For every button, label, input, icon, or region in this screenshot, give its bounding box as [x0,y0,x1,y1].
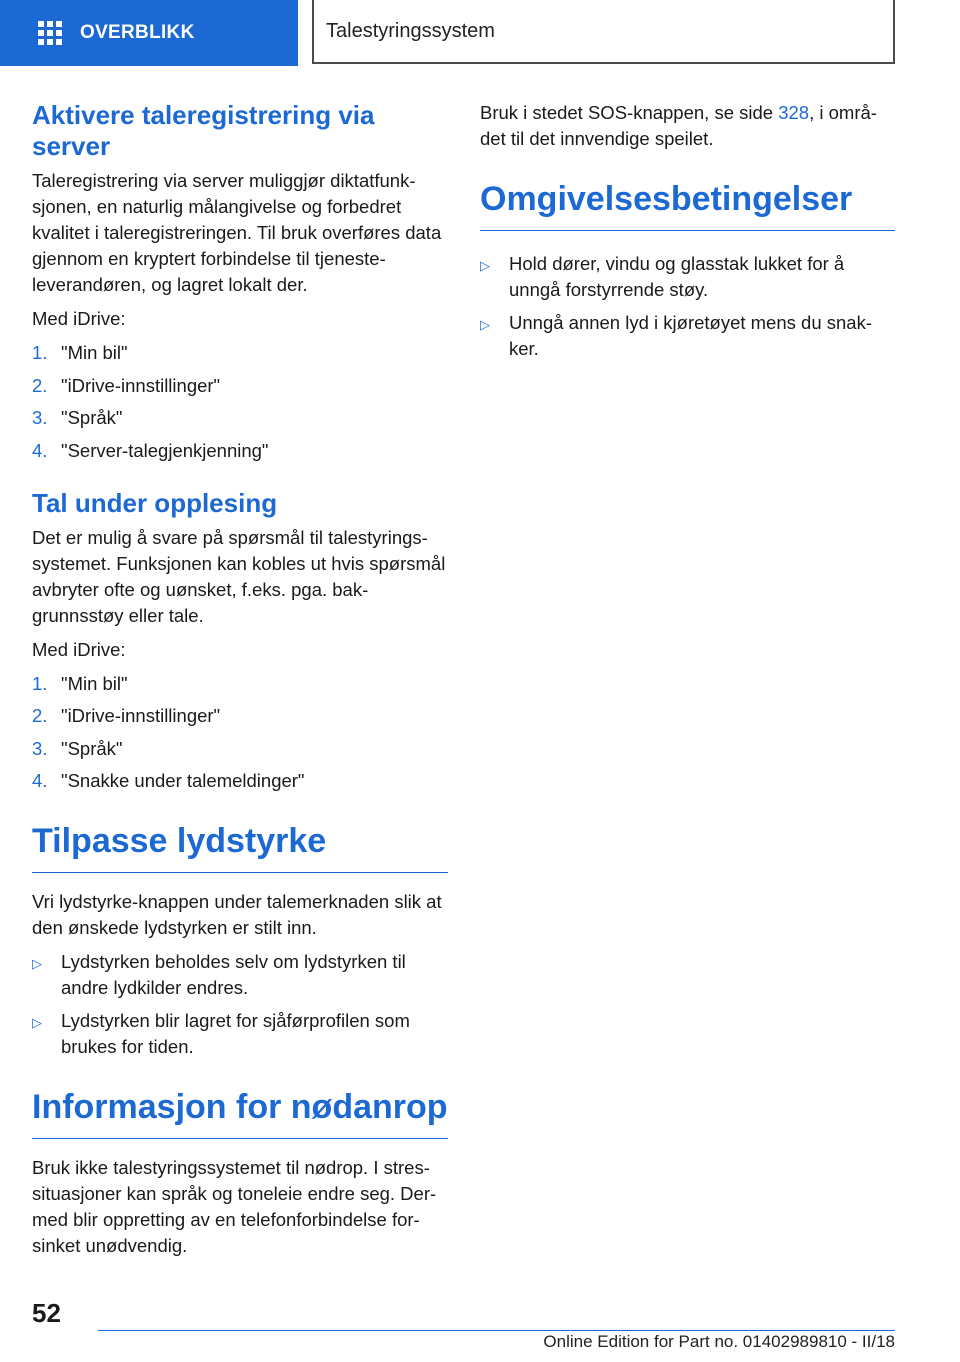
step-number: 3. [32,407,48,428]
list-item [32,949,448,1001]
step-number: 2. [32,705,48,726]
grid-icon [38,21,62,45]
list-item [32,703,448,729]
paragraph: Vri lydstyrke-knappen under talemerknaden slik at den ønskede lydstyrken er stilt inn. [32,891,442,938]
step-text: "Min bil" [61,672,128,694]
list-item [32,768,448,794]
section-title-server-registration: Aktivere taleregistrering via server [32,100,375,161]
paragraph: Taleregistrering via server muliggjør diktatfunksjonen, en naturlig målangivelse og forbedret kvalitet i taleregistreringen. Til bruk overføres data gjennom en kryptert forbindelse til tjenesteleverandøren, og lagret lokalt der. [32,170,442,295]
section-title-ambient-conditions: Omgivelsesbetingelser [480,178,895,231]
step-text: "Min bil" [61,342,128,363]
step-text: "iDrive-innstillinger" [61,374,221,396]
step-number: 2. [32,374,48,396]
step-text: "Språk" [61,407,123,428]
bullet-list [32,949,448,1060]
step-number: 1. [32,672,48,694]
list-item [32,438,448,464]
triangle-bullet-icon: ▷ [32,956,42,971]
paragraph-continued [480,100,895,152]
triangle-bullet-icon: ▷ [32,1015,42,1030]
list-item [32,373,448,399]
step-number: 4. [32,770,48,791]
list-item [480,310,895,362]
list-item [480,251,895,303]
triangle-bullet-icon: ▷ [480,258,490,273]
steps-list [32,671,448,795]
bullet-text: Unngå annen lyd i kjøretøyet mens du snakker. [509,312,872,359]
bullet-text: Lydstyrken blir lagret for sjåførprofilen som brukes for tiden. [61,1010,410,1057]
paragraph: Det er mulig å svare på spørsmål til talestyringssystemet. Funksjonen kan kobles ut hvis spørsmål avbryter ofte og uønsket, f.eks. pga. bakgrunnsstøy eller tale. [32,526,446,626]
step-text: "Server-talegjenkjenning" [61,439,269,461]
list-item [32,736,448,762]
page-number: 52 [32,1298,61,1328]
bullet-list [480,251,895,362]
text-span: , i området til det innvendige speilet. [480,102,877,149]
section-title-speak-during-readout: Tal under opplesing [32,487,278,518]
paragraph-lead: Med iDrive: [32,308,126,329]
overview-tab[interactable] [0,0,298,66]
left-column [32,100,448,1267]
page-link[interactable]: 328 [778,102,810,123]
step-number: 1. [32,342,48,363]
text-span: Bruk i stedet SOS-knappen, se side [480,102,779,123]
right-column [480,100,895,369]
step-text: "Språk" [61,737,123,759]
paragraph: Bruk ikke talestyringssystemet til nødrop. I stressituasjoner kan språk og toneleie endre seg. Dermed blir oppretting av en telefonforbindelse forsinket unødvendig. [32,1157,437,1256]
footer-edition: Online Edition for Part no. 01402989810 - II/18 [543,1332,895,1351]
step-number: 3. [32,737,48,759]
overview-tab-label: OVERBLIKK [80,22,195,43]
bullet-text: Lydstyrken beholdes selv om lydstyrken til andre lydkilder endres. [61,951,406,998]
steps-list [32,340,448,464]
triangle-bullet-icon: ▷ [480,317,490,332]
section-title-adjust-volume: Tilpasse lydstyrke [32,820,448,873]
chapter-title: Talestyringssystem [312,0,895,64]
list-item [32,340,448,366]
step-text: "Snakke under talemeldinger" [61,770,305,791]
list-item [32,1008,448,1060]
paragraph-lead: Med iDrive: [32,638,126,660]
step-number: 4. [32,439,48,461]
section-title-emergency-info: Informasjon for nødanrop [32,1086,448,1139]
footer-divider [98,1330,895,1331]
list-item [32,405,448,431]
list-item [32,671,448,697]
bullet-text: Hold dører, vindu og glasstak lukket for å unngå forstyrrende støy. [509,253,845,300]
step-text: "iDrive-innstillinger" [61,705,221,726]
